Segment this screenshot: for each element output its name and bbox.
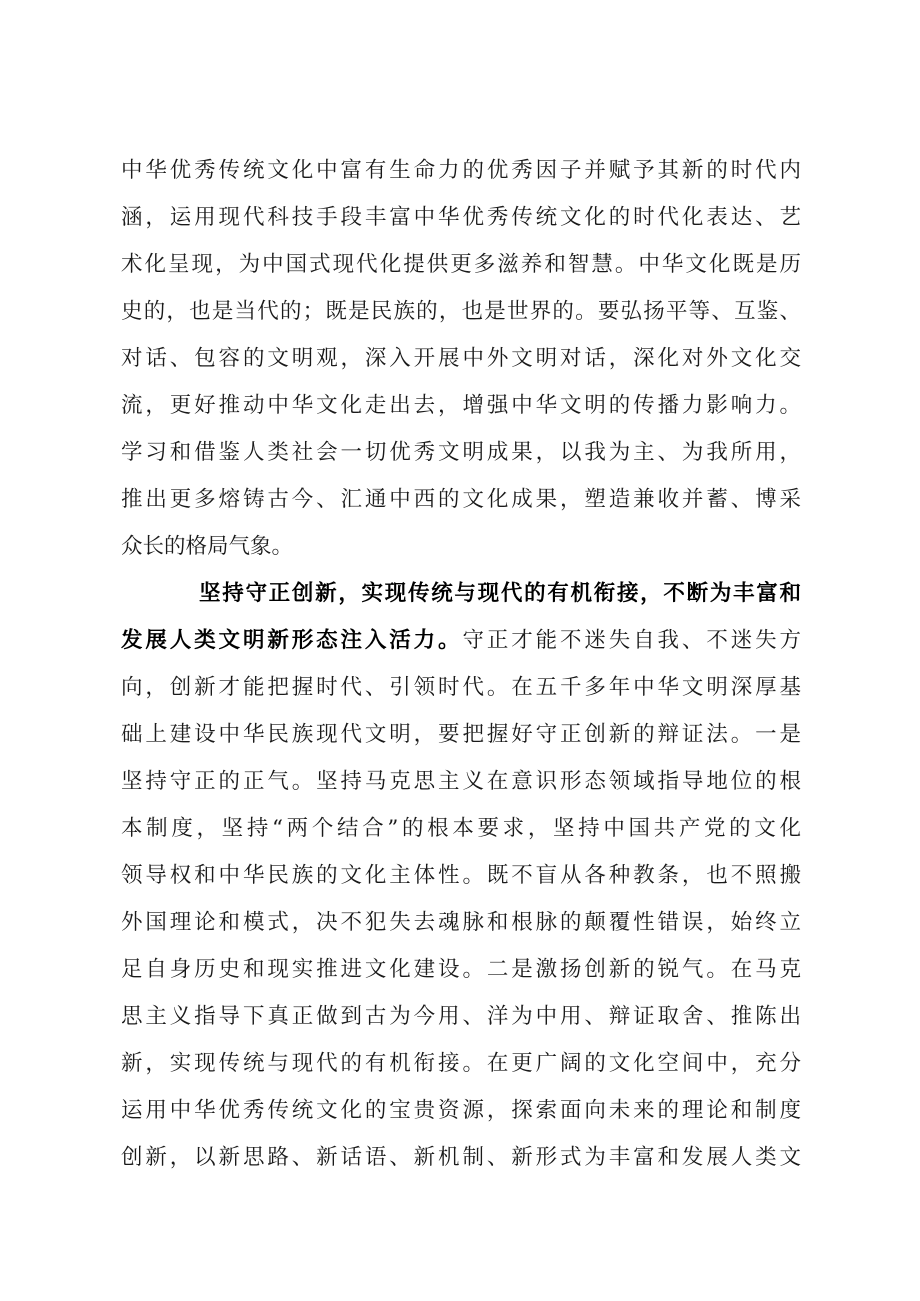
text-line: 创新，以新思路、新话语、新机制、新形式为丰富和发展人类文 [121,1145,801,1170]
bold-heading-text: 发展人类文明新形态注入活力。 [121,628,463,653]
text-line: 向，创新才能把握时代、引领时代。在五千多年中华文明深厚基 [121,675,801,700]
text-line: 础上建设中华民族现代文明，要把握好守正创新的辩证法。一是 [121,722,801,747]
text-line: 学习和借鉴人类社会一切优秀文明成果，以我为主、为我所用， [121,440,801,465]
bold-heading-line: 坚持守正创新，实现传统与现代的有机衔接，不断为丰富和 [199,581,801,606]
text-line: 中华优秀传统文化中富有生命力的优秀因子并赋予其新的时代内 [121,158,801,183]
text-line: 思主义指导下真正做到古为今用、洋为中用、辩证取舍、推陈出 [121,1004,801,1029]
heading-continuation-text: 守正才能不迷失自我、不迷失方 [462,628,801,653]
text-line: 运用中华优秀传统文化的宝贵资源，探索面向未来的理论和制度 [121,1098,801,1123]
text-line: 本制度，坚持“两个结合”的根本要求，坚持中国共产党的文化 [121,816,801,841]
text-line: 术化呈现，为中国式现代化提供更多滋养和智慧。中华文化既是历 [121,252,801,277]
text-line: 史的，也是当代的；既是民族的，也是世界的。要弘扬平等、互鉴、 [121,299,801,324]
text-line: 外国理论和模式，决不犯失去魂脉和根脉的颠覆性错误，始终立 [121,910,801,935]
text-line: 流，更好推动中华文化走出去，增强中华文明的传播力影响力。 [121,393,801,418]
text-line: 足自身历史和现实推进文化建设。二是激扬创新的锐气。在马克 [121,957,801,982]
body-text [121,147,801,1181]
text-line: 领导权和中华民族的文化主体性。既不盲从各种教条，也不照搬 [121,863,801,888]
paragraph-2 [121,570,801,1181]
text-line: 坚持守正的正气。坚持马克思主义在意识形态领域指导地位的根 [121,769,801,794]
text-line: 对话、包容的文明观，深入开展中外文明对话，深化对外文化交 [121,346,801,371]
text-line: 推出更多熔铸古今、汇通中西的文化成果，塑造兼收并蓄、博采 [121,487,801,512]
text-line: 新，实现传统与现代的有机衔接。在更广阔的文化空间中，充分 [121,1051,801,1076]
text-line: 涵，运用现代科技手段丰富中华优秀传统文化的时代化表达、艺 [121,205,801,230]
text-line: 众长的格局气象。 [121,534,294,559]
paragraph-1 [121,147,801,570]
mixed-heading-line [121,617,801,664]
